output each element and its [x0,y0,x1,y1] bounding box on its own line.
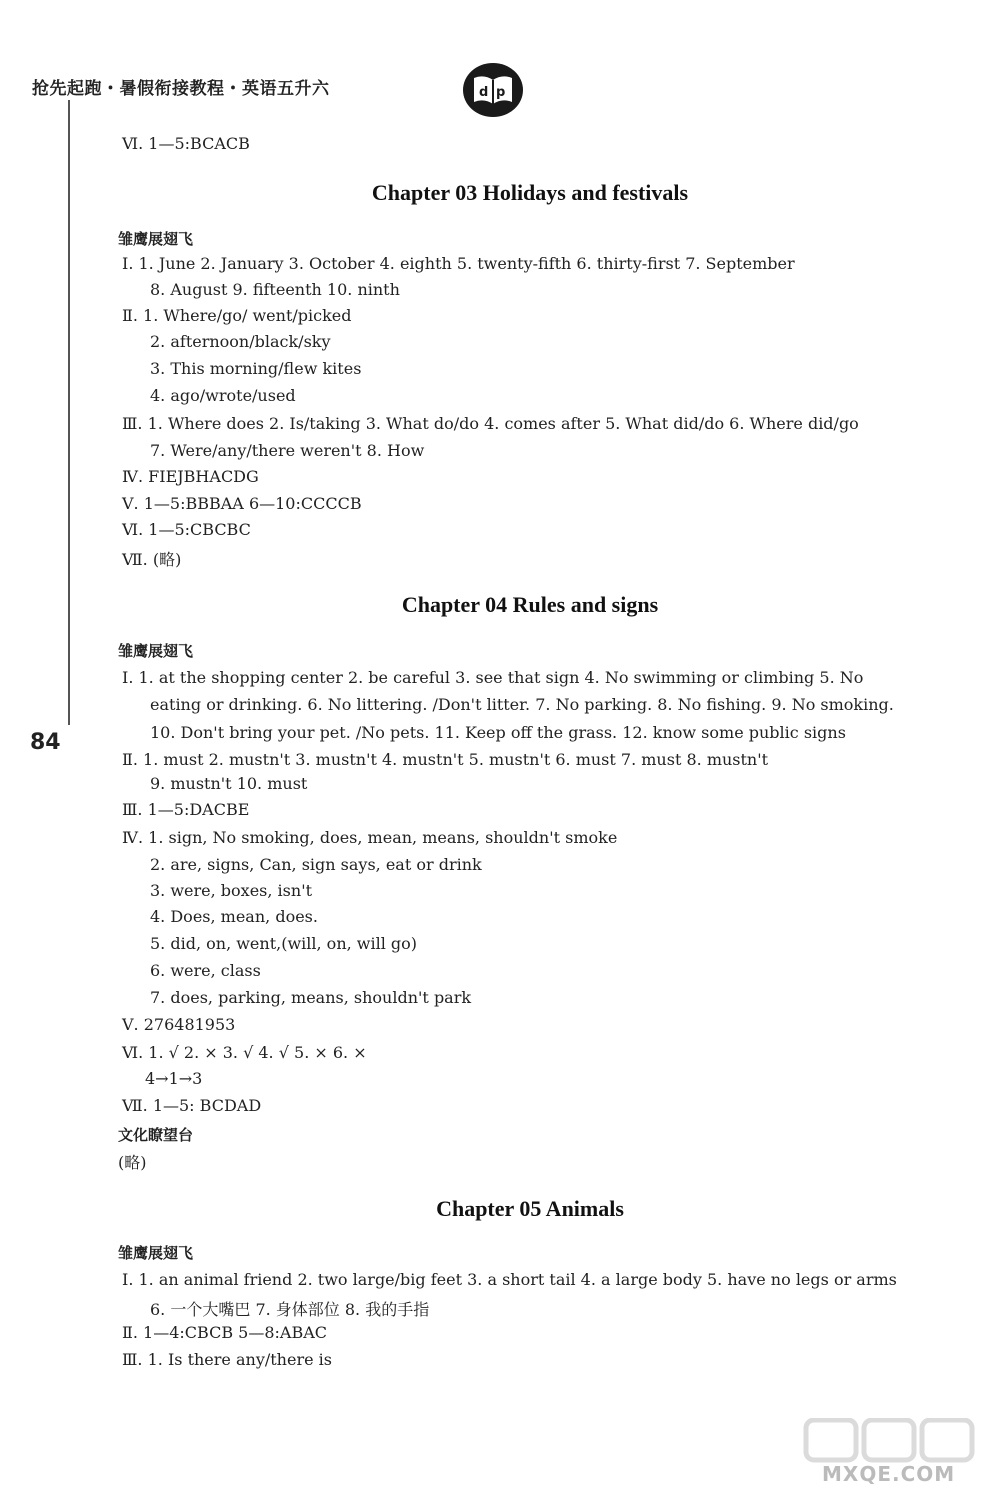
answer-line: 3. This morning/flew kites [150,359,362,378]
answer-line: 6. 一个大嘴巴 7. 身体部位 8. 我的手指 [150,1300,430,1319]
answer-line: (略) [118,1153,147,1172]
answer-line: 7. does, parking, means, shouldn't park [150,988,472,1007]
svg-text:p: p [496,85,506,100]
answer-line: 7. Were/any/there weren't 8. How [150,441,425,460]
watermark-text: MXQE.COM [822,1462,956,1486]
answer-line: 8. August 9. fifteenth 10. ninth [150,280,400,299]
page-number: 84 [30,730,61,755]
section-heading: 雏鹰展翅飞 [118,230,194,248]
answer-line: Ⅵ. 1—5:BCACB [122,134,250,153]
section-heading: 雏鹰展翅飞 [118,642,194,660]
answer-line: 4. ago/wrote/used [150,386,296,405]
answer-line: eating or drinking. 6. No littering. /Don't litter. 7. No parking. 8. No fishing. 9. No smoking. [150,695,894,714]
svg-text:d: d [479,85,489,100]
answer-line: Ⅰ. 1. at the shopping center 2. be careful 3. see that sign 4. No swimming or climbing 5. No [122,668,864,687]
answer-line: Ⅴ. 1—5:BBBAA 6—10:CCCCB [122,494,362,513]
chapter-title: Chapter 04 Rules and signs [401,592,659,617]
answer-line: Ⅲ. 1. Is there any/there is [122,1350,332,1369]
answer-line: Ⅳ. 1. sign, No smoking, does, mean, means, shouldn't smoke [122,828,618,847]
answer-line: 6. were, class [150,961,261,980]
answer-line: 9. mustn't 10. must [150,774,308,793]
answer-line: Ⅶ. (略) [122,550,182,569]
answer-line: 2. are, signs, Can, sign says, eat or drink [150,855,482,874]
section-heading: 文化瞭望台 [118,1126,194,1144]
answer-line: 4. Does, mean, does. [150,907,318,926]
answer-line: 2. afternoon/black/sky [150,332,331,351]
book-logo-icon [458,60,528,120]
answer-line: 5. did, on, went,(will, on, will go) [150,934,418,953]
answer-line: Ⅶ. 1—5: BCDAD [122,1096,262,1115]
answer-line: Ⅳ. FIEJBHACDG [122,467,259,486]
answer-line: 10. Don't bring your pet. /No pets. 11. Keep off the grass. 12. know some public signs [150,723,846,742]
section-heading: 雏鹰展翅飞 [118,1244,194,1262]
answer-line: Ⅴ. 276481953 [122,1015,236,1034]
answer-line: Ⅱ. 1. Where/go/ went/picked [122,306,352,325]
answer-line: Ⅰ. 1. an animal friend 2. two large/big feet 3. a short tail 4. a large body 5. have no legs or arms [122,1270,897,1289]
answer-line: 4→1→3 [145,1069,203,1088]
answer-line: Ⅰ. 1. June 2. January 3. October 4. eighth 5. twenty-fifth 6. thirty-first 7. September [122,254,795,273]
answer-line: Ⅲ. 1—5:DACBE [122,800,250,819]
answer-line: Ⅲ. 1. Where does 2. Is/taking 3. What do/do 4. comes after 5. What did/do 6. Where did/go [122,414,859,433]
answer-line: Ⅵ. 1. √ 2. × 3. √ 4. √ 5. × 6. × [122,1043,367,1062]
answer-line: 3. were, boxes, isn't [150,881,313,900]
answer-line: Ⅱ. 1—4:CBCB 5—8:ABAC [122,1323,328,1342]
header-title: 抢先起跑・暑假衔接教程・英语五升六 [32,79,330,99]
answer-line: Ⅵ. 1—5:CBCBC [122,520,251,539]
chapter-title: Chapter 05 Animals [436,1196,624,1221]
chapter-title: Chapter 03 Holidays and festivals [371,180,689,205]
answer-line: Ⅱ. 1. must 2. mustn't 3. mustn't 4. mustn't 5. mustn't 6. must 7. must 8. mustn't [122,750,769,769]
